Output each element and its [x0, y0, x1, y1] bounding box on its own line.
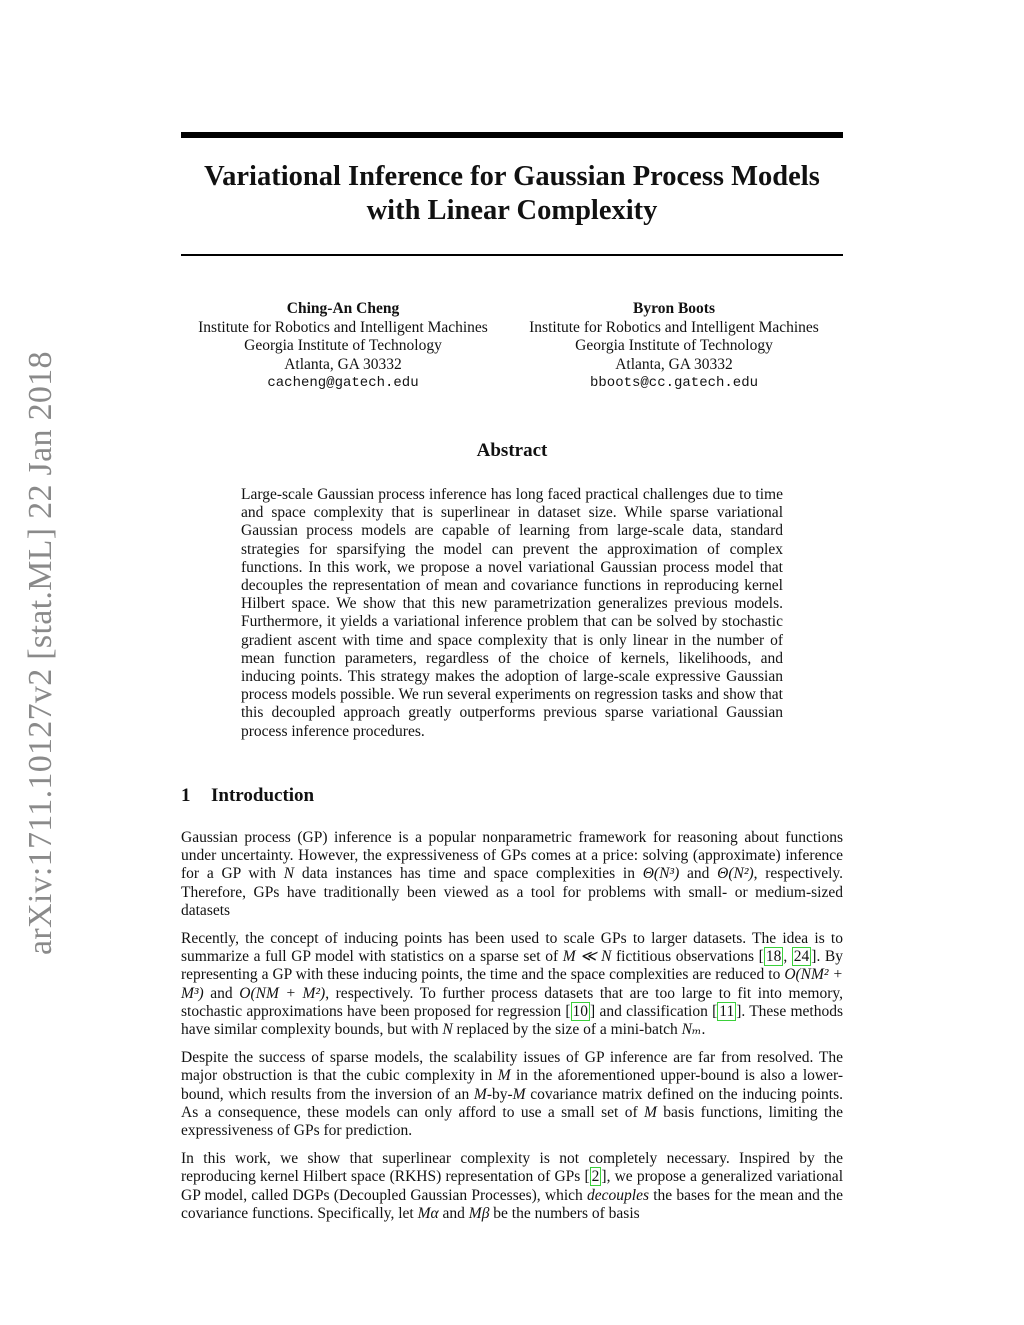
math-inline: M [643, 1103, 657, 1121]
author-name: Byron Boots [633, 300, 715, 317]
title-top-rule [181, 132, 843, 138]
math-inline: Θ(N³) [642, 865, 680, 883]
emphasis-text: decouples [587, 1186, 649, 1204]
math-inline: O(NM² + M³) [181, 966, 844, 1002]
paragraph-2: Recently, the concept of inducing points has been used to scale GPs to larger datasets. The idea is to summarize a full GP model with statistics on a sparse set of M ≪ N fictitious observations [ 18 , 24 ]. By representing a GP with these inducing points, the time and the space complexities are reduced to O(NM² + M³) and O(NM + M²), respectively. To further process datasets that are too large to fit into memory, stochastic approximations have been proposed for regression [ 10 ] and classification [ 11 ]. These methods have similar complexity bounds, but with N replaced by the size of a mini-batch Nₘ. [181, 930, 844, 1039]
paragraph-4: In this work, we show that superlinear complexity is not completely necessary. Inspired by the reproducing kernel Hilbert space (RKHS) representation of GPs [ 2 ], we propose a generalized variational GP model, called DGPs (Decoupled Gaussian Processes), which decouples the bases for the mean and the covariance functions. Specifically, let Mα and Mβ be the numbers of basis [181, 1150, 843, 1222]
title-line-2: with Linear Complexity [366, 195, 658, 226]
abstract-heading: Abstract [476, 440, 548, 461]
author-institution: Georgia Institute of Technology [244, 337, 442, 354]
math-inline: Θ(N²) [717, 865, 754, 883]
author-block-1 [173, 300, 513, 393]
author-block-2 [504, 300, 844, 393]
math-inline: Mα [417, 1204, 439, 1222]
section-title: Introduction [211, 785, 315, 806]
citation-link[interactable]: 18 [765, 948, 782, 966]
author-affiliation: Institute for Robotics and Intelligent Machines [529, 318, 819, 336]
body-text [181, 829, 843, 1233]
math-inline: M [473, 1085, 487, 1103]
section-heading [181, 785, 314, 807]
section-number: 1 [181, 785, 191, 806]
author-institution: Georgia Institute of Technology [575, 337, 773, 354]
abstract-text: Large-scale Gaussian process inference has long faced practical challenges due to time and space complexity that is superlinear in dataset size. While sparse variational Gaussian process models are capable of learning from large-scale data, standard strategies for sparsifying the model can prevent the approximation of complex functions. In this work, we propose a novel variational Gaussian process model that decouples the representation of mean and covariance functions in reproducing kernel Hilbert space. We show that this new parametrization generalizes previous models. Furthermore, it yields a variational inference problem that can be solved by stochastic gradient ascent with time and space complexity that is only linear in the number of mean function parameters, regardless of the choice of kernels, likelihoods, and inducing points. This strategy makes the adoption of large-scale expressive Gaussian process models possible. We run several experiments on regression tasks and show that this decoupled approach greatly outperforms previous sparse variational Gaussian process inference procedures. [241, 486, 783, 740]
paragraph-3: Despite the success of sparse models, the scalability issues of GP inference are far from resolved. The major obstruction is that the cubic complexity in M in the aforementioned upper-bound is also a lower-bound, which results from the inversion of an M-by-M covariance matrix defined on the inducing points. As a consequence, these models can only afford to use a small set of M basis functions, limiting the expressiveness of GPs for prediction. [181, 1049, 843, 1140]
author-affiliation: Institute for Robotics and Intelligent Machines [198, 318, 488, 336]
arxiv-identifier: arXiv:1711.10127v2 [stat.ML] 22 Jan 2018 [22, 351, 59, 955]
math-inline: M ≪ N [562, 948, 612, 966]
title-bottom-rule [181, 254, 843, 256]
author-name: Ching-An Cheng [286, 300, 400, 317]
math-inline: M [497, 1067, 511, 1085]
citation-link[interactable]: 10 [572, 1002, 589, 1020]
math-inline: O(NM + M²) [239, 984, 326, 1002]
author-address: Atlanta, GA 30332 [284, 355, 402, 373]
citation-link[interactable]: 11 [719, 1002, 735, 1020]
paper-title [181, 160, 843, 228]
author-address: Atlanta, GA 30332 [615, 355, 733, 373]
citation-link[interactable]: 24 [793, 948, 810, 966]
title-line-1: Variational Inference for Gaussian Process Models [204, 161, 820, 192]
paragraph-1: Gaussian process (GP) inference is a popular nonparametric framework for reasoning about functions under uncertainty. However, the expressiveness of GPs comes at a price: solving (approximate) inference for a GP with N data instances has time and space complexities in Θ(N³) and Θ(N²), respectively. Therefore, GPs have traditionally been viewed as a tool for problems with small- or medium-sized datasets [181, 829, 844, 919]
author-email[interactable]: cacheng@gatech.edu [267, 375, 419, 391]
math-inline: Nₘ [681, 1021, 702, 1039]
citation-link[interactable]: 2 [591, 1168, 600, 1186]
author-email[interactable]: bboots@cc.gatech.edu [589, 375, 759, 391]
math-inline: M [512, 1085, 526, 1103]
math-inline: Mβ [468, 1204, 490, 1222]
math-inline: N [442, 1021, 453, 1039]
math-inline: N [283, 865, 295, 883]
